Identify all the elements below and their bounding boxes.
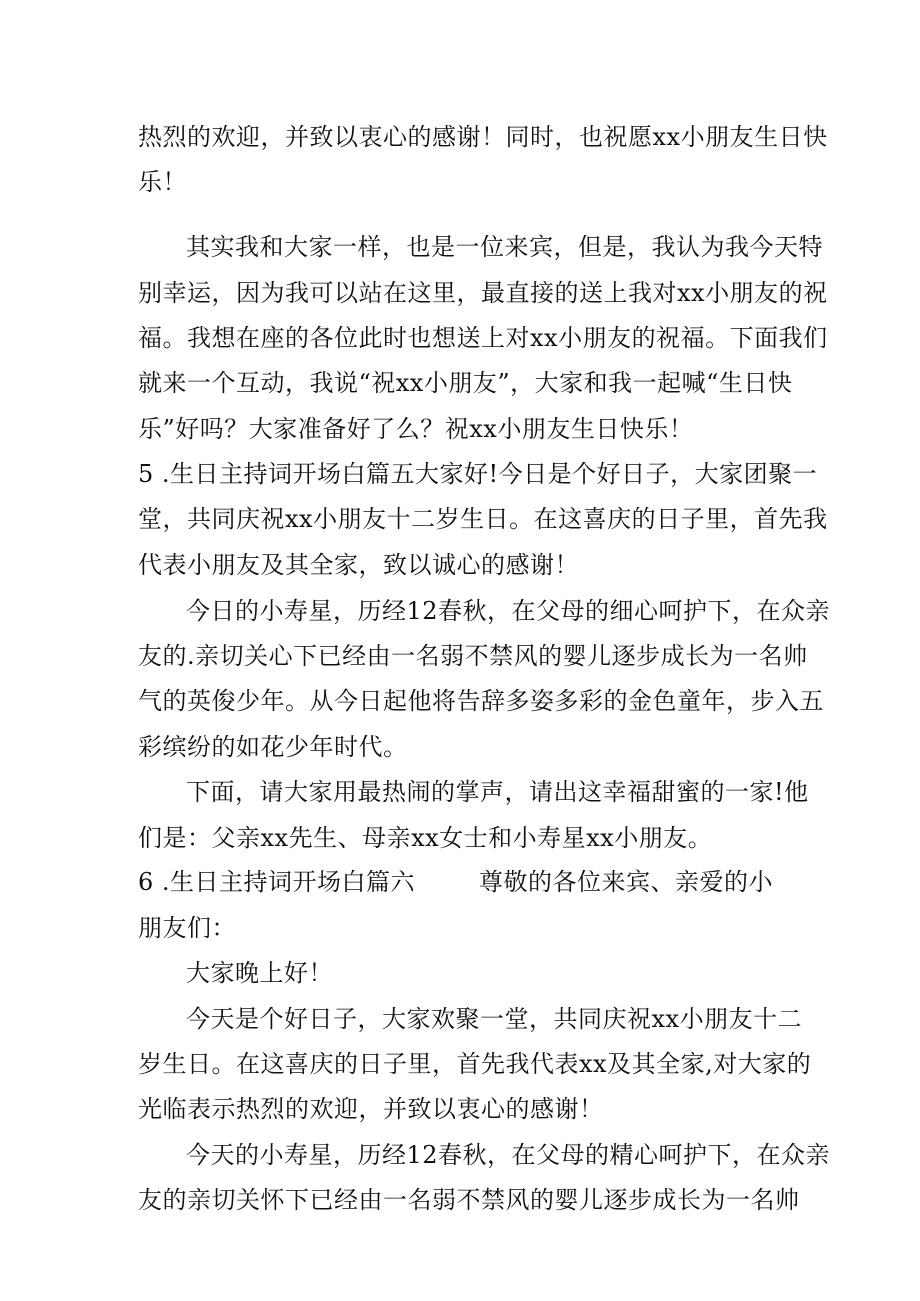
text-line: 下面，请大家用最热闹的掌声，请出这幸福甜蜜的一家!他 xyxy=(186,778,809,806)
text-line: 乐”好吗？大家准备好了么？祝xx小朋友生日快乐！ xyxy=(138,415,694,443)
section-heading-6-greeting: 尊敬的各位来宾、亲爱的小 xyxy=(479,868,774,896)
text-line: 气的英俊少年。从今日起他将告辞多姿多彩的金色童年，步入五 xyxy=(138,687,824,715)
text-line: 友的.亲切关心下已经由一名弱不禁风的婴儿逐步成长为一名帅 xyxy=(138,642,808,670)
section-heading-6-title: 6 .生日主持词开场白篇六 xyxy=(138,868,416,896)
text-line: 彩缤纷的如花少年时代。 xyxy=(138,733,408,761)
text-line: 其实我和大家一样，也是一位来宾，但是，我认为我今天特 xyxy=(186,233,823,261)
text-line: 大家晚上好！ xyxy=(186,959,333,987)
text-line: 光临表示热烈的欢迎，并致以衷心的感谢！ xyxy=(138,1095,604,1123)
text-line: 福。我想在座的各位此时也想送上对xx小朋友的祝福。下面我们 xyxy=(138,324,828,352)
text-line: 代表小朋友及其全家，致以诚心的感谢！ xyxy=(138,551,579,579)
text-line: 朋友们： xyxy=(138,914,236,942)
text-line: 们是：父亲xx先生、母亲xx女士和小寿星xx小朋友。 xyxy=(138,824,713,852)
text-line: 堂，共同庆祝xx小朋友十二岁生日。在这喜庆的日子里，首先我 xyxy=(138,505,828,533)
text-line: 别幸运，因为我可以站在这里，最直接的送上我对xx小朋友的祝 xyxy=(138,279,828,307)
section-heading-5: 5 .生日主持词开场白篇五大家好!今日是个好日子，大家团聚一 xyxy=(138,460,818,488)
text-line: 热烈的欢迎，并致以衷心的感谢！同时，也祝愿xx小朋友生日快 xyxy=(138,123,828,151)
text-line: 就来一个互动，我说“祝xx小朋友”，大家和我一起喊“生日快 xyxy=(138,369,793,397)
text-line: 岁生日。在这喜庆的日子里，首先我代表xx及其全家,对大家的 xyxy=(138,1050,812,1078)
text-line: 今天的小寿星，历经12春秋，在父母的精心呵护下，在众亲 xyxy=(186,1141,831,1169)
section-heading-6 xyxy=(138,867,773,897)
text-line: 今天是个好日子，大家欢聚一堂，共同庆祝xx小朋友十二 xyxy=(186,1005,803,1033)
text-line: 友的亲切关怀下已经由一名弱不禁风的婴儿逐步成长为一名帅 xyxy=(138,1186,800,1214)
text-line: 乐！ xyxy=(138,168,187,196)
text-line: 今日的小寿星，历经12春秋，在父母的细心呵护下，在众亲 xyxy=(186,597,831,625)
